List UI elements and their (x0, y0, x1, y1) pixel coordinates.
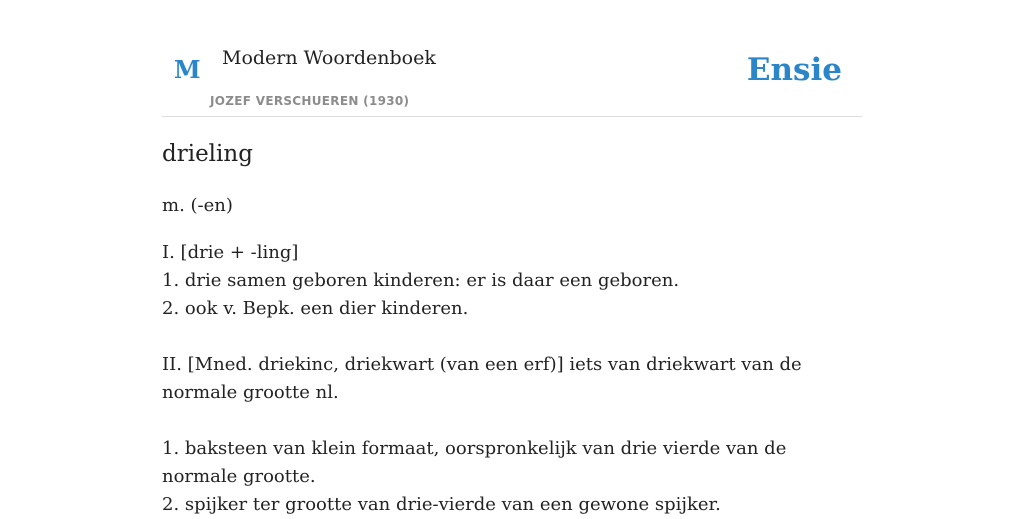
definition-line: 1. baksteen van klein formaat, oorspronkelijk van drie vierde van de normale grootte. (162, 438, 787, 487)
definition-body (162, 239, 862, 519)
definition-spacer (162, 407, 862, 435)
definition-line: 2. ook v. Bepk. een dier kinderen. (162, 298, 469, 319)
grammar-info: m. (-en) (162, 195, 233, 216)
page (162, 0, 862, 515)
definition-line: I. [drie + -ling] (162, 242, 299, 263)
definition-line: II. [Mned. driekinc, driekwart (van een erf)] iets van driekwart van de normale grootte nl. (162, 354, 802, 403)
header (162, 0, 862, 117)
definition-line: 1. drie samen geboren kinderen: er is daar een geboren. (162, 270, 680, 291)
book-title-link[interactable]: Modern Woordenboek (222, 47, 436, 69)
book-logo[interactable]: M (174, 55, 201, 84)
book-author: JOZEF VERSCHUEREN (1930) (210, 94, 410, 108)
ensie-brand-logo[interactable]: Ensie (746, 52, 842, 88)
definition-spacer (162, 323, 862, 351)
page-title: drieling (162, 141, 253, 167)
definition-line: 2. spijker ter grootte van drie-vierde van een gewone spijker. (162, 494, 721, 515)
